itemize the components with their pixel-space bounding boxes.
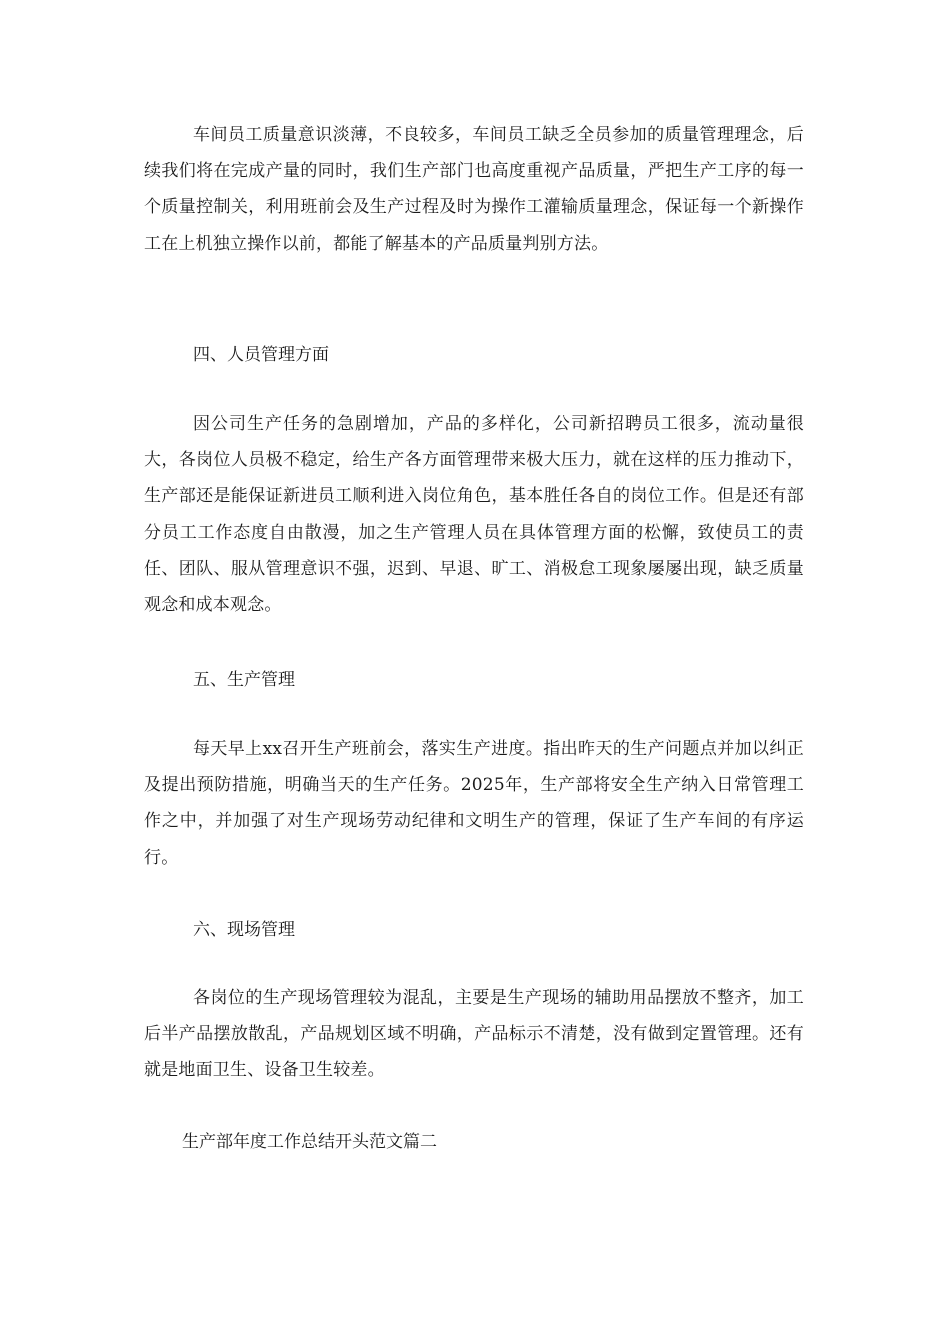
personnel-section	[144, 406, 804, 623]
site-section	[144, 980, 804, 1089]
personnel-paragraph: 因公司生产任务的急剧增加，产品的多样化，公司新招聘员工很多，流动量很大，各岗位人员极不稳定，给生产各方面管理带来极大压力，就在这样的压力推动下，生产部还是能保证新进员工顺利进入岗位角色，基本胜任各自的岗位工作。但是还有部分员工工作态度自由散漫，加之生产管理人员在具体管理方面的松懈，致使员工的责任、团队、服从管理意识不强，迟到、早退、旷工、消极怠工现象屡屡出现，缺乏质量观念和成本观念。	[144, 414, 804, 616]
quality-section	[144, 117, 804, 262]
site-paragraph: 各岗位的生产现场管理较为混乱，主要是生产现场的辅助用品摆放不整齐，加工后半产品摆放散乱，产品规划区域不明确，产品标示不清楚，没有做到定置管理。还有就是地面卫生、设备卫生较差。	[144, 988, 804, 1081]
article-subtitle: 生产部年度工作总结开头范文篇二	[182, 1132, 437, 1152]
heading-site-management: 六、现场管理	[193, 920, 295, 940]
production-paragraph: 每天早上xx召开生产班前会，落实生产进度。指出昨天的生产问题点并加以纠正及提出预防措施，明确当天的生产任务。2025年，生产部将安全生产纳入日常管理工作之中，并加强了对生产现场劳动纪律和文明生产的管理，保证了生产车间的有序运行。	[144, 739, 804, 868]
production-section	[144, 731, 804, 876]
heading-production-management: 五、生产管理	[193, 670, 295, 690]
heading-personnel-management: 四、人员管理方面	[193, 345, 329, 365]
quality-paragraph: 车间员工质量意识淡薄，不良较多，车间员工缺乏全员参加的质量管理理念，后续我们将在完成产量的同时，我们生产部门也高度重视产品质量，严把生产工序的每一个质量控制关，利用班前会及生产过程及时为操作工灌输质量理念，保证每一个新操作工在上机独立操作以前，都能了解基本的产品质量判别方法。	[144, 125, 804, 254]
